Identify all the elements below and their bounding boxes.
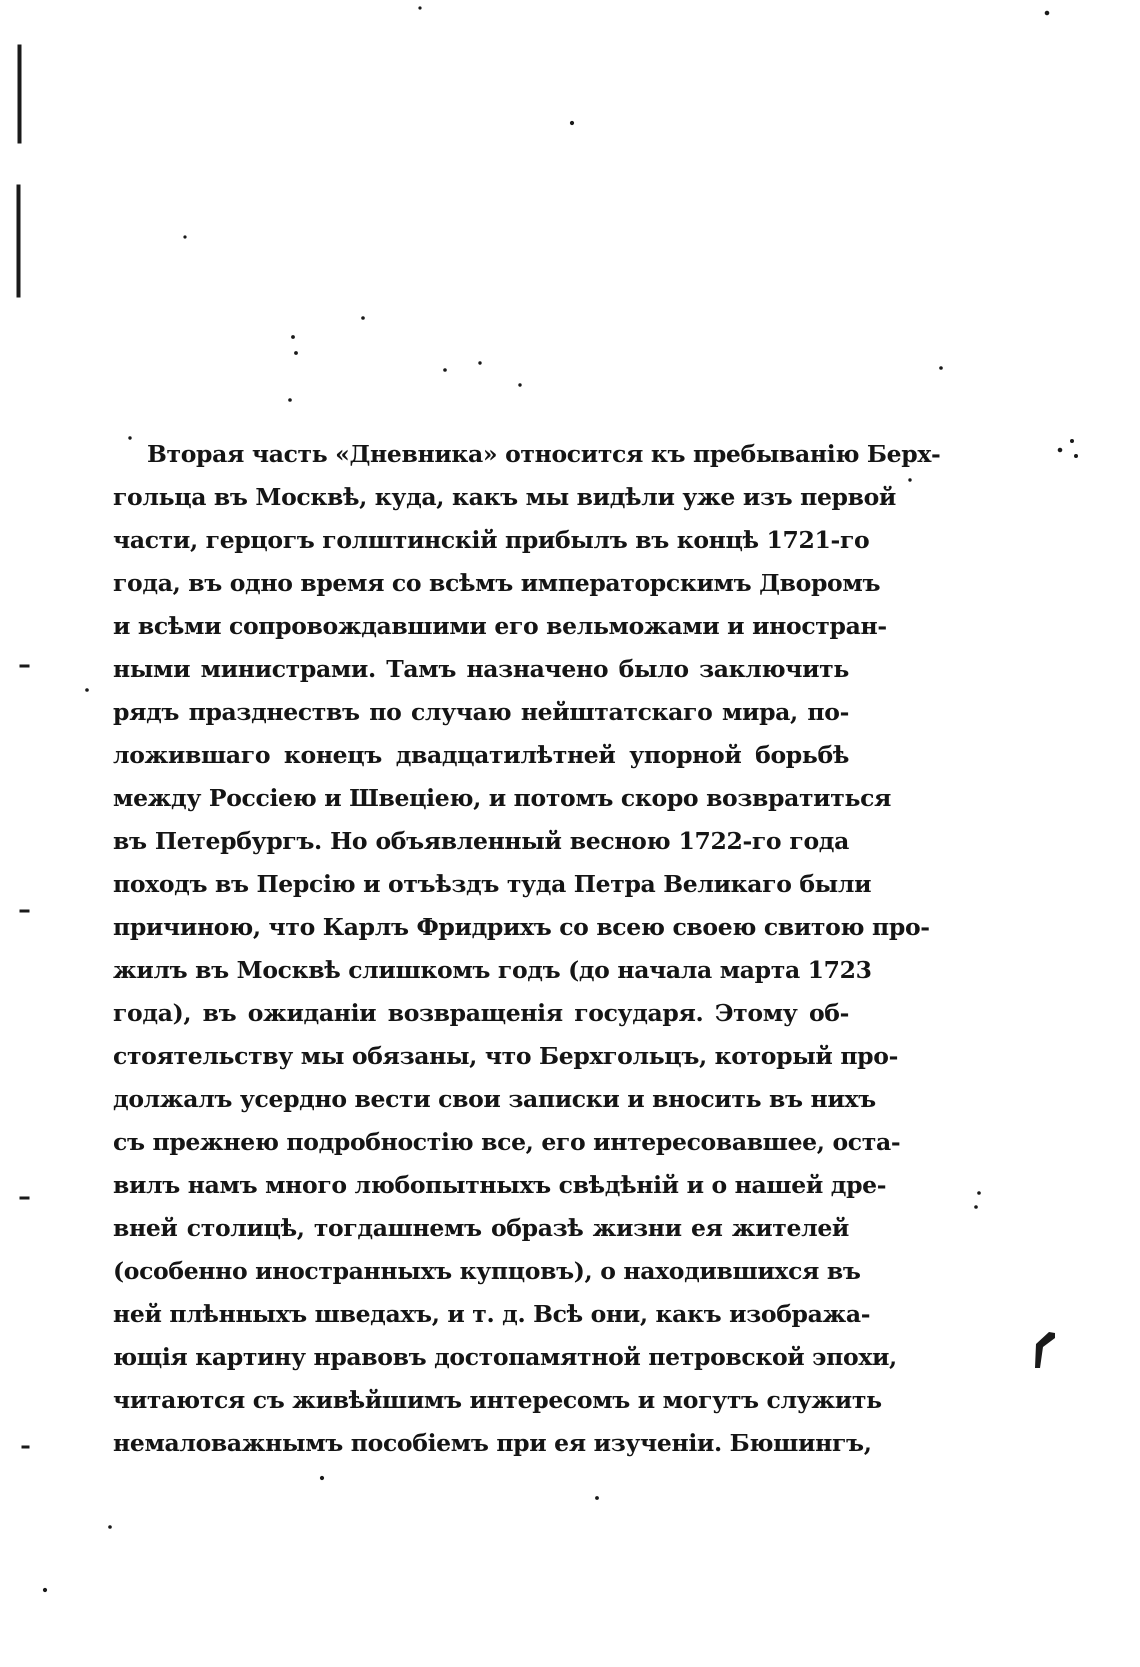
text-line: вилъ намъ много любопытныхъ свѣдѣній и о нашей дре- [113,1171,887,1199]
text-line: читаются съ живѣйшимъ интересомъ и могутъ служить [113,1386,882,1414]
speck [1075,455,1078,458]
text-line: должалъ усердно вести свои записки и вносить въ нихъ [113,1085,876,1113]
text-line: стоятельству мы обязаны, что Берхгольцъ, который про- [113,1042,898,1070]
text-line: съ прежнею подробностію все, его интересовавшее, оста- [113,1128,901,1156]
speck [184,236,186,238]
left-edge-tick [20,665,29,667]
text-line: ней плѣнныхъ шведахъ, и т. д. Всѣ они, какъ изобража- [113,1300,871,1328]
speck [1045,11,1049,15]
speck [596,1497,599,1500]
speck [362,317,365,320]
speck [909,479,911,481]
left-edge-mark [17,185,20,297]
text-line: немаловажнымъ пособіемъ при ея изученіи. Бюшингъ, [113,1429,872,1457]
text-line: (особенно иностранныхъ купцовъ), о находившихся въ [113,1257,861,1285]
text-line: ющія картину нравовъ достопамятной петровской эпохи, [113,1343,897,1371]
left-edge-tick [20,910,29,912]
speck [1058,448,1062,452]
text-line: въ Петербургъ. Но объявленный весною 1722-го года [113,827,849,855]
text-line: вней столицѣ, тогдашнемъ образѣ жизни ея жителей [113,1214,849,1242]
speck [570,121,573,124]
left-edge-mark [18,45,21,143]
left-edge-tick [22,1446,29,1448]
text-line: жилъ въ Москвѣ слишкомъ годъ (до начала марта 1723 [113,956,872,984]
text-line: и всѣми сопровождавшими его вельможами и иностран- [113,612,887,640]
speck [109,1526,112,1529]
speck [940,367,943,370]
paragraph [113,433,941,1465]
speck [975,1206,978,1209]
speck [292,336,295,339]
speck [419,7,421,9]
speck [519,384,521,386]
speck [43,1588,46,1591]
text-line: года), въ ожиданіи возвращенія государя. Этому об- [113,999,849,1027]
speck [295,352,298,355]
speck [289,399,292,402]
speck [978,1192,981,1195]
speck [479,362,481,364]
speck [86,689,89,692]
text-line: причиною, что Карлъ Фридрихъ со всею своею свитою про- [113,913,930,941]
speck [444,369,447,372]
text-line: ными министрами. Тамъ назначено было заключить [113,655,849,683]
left-edge-tick [20,1197,29,1199]
right-margin-hook-mark [1035,1332,1055,1368]
speck [320,1476,323,1479]
text-line: гольца въ Москвѣ, куда, какъ мы видѣли уже изъ первой [113,483,897,511]
text-line: ложившаго конецъ двадцатилѣтней упорной борьбѣ [113,741,849,769]
text-line: рядъ празднествъ по случаю нейштатскаго мира, по- [113,698,849,726]
text-line: года, въ одно время со всѣмъ императорскимъ Дворомъ [113,569,881,597]
text-line: части, герцогъ голштинскій прибылъ въ концѣ 1721-го [113,526,870,554]
speck [1071,440,1074,443]
text-line: походъ въ Персію и отъѣздъ туда Петра Великаго были [113,870,872,898]
text-line: между Россіею и Швеціею, и потомъ скоро возвратиться [113,784,892,812]
text-line: Вторая часть «Дневника» относится къ пребыванію Берх- [147,440,941,468]
